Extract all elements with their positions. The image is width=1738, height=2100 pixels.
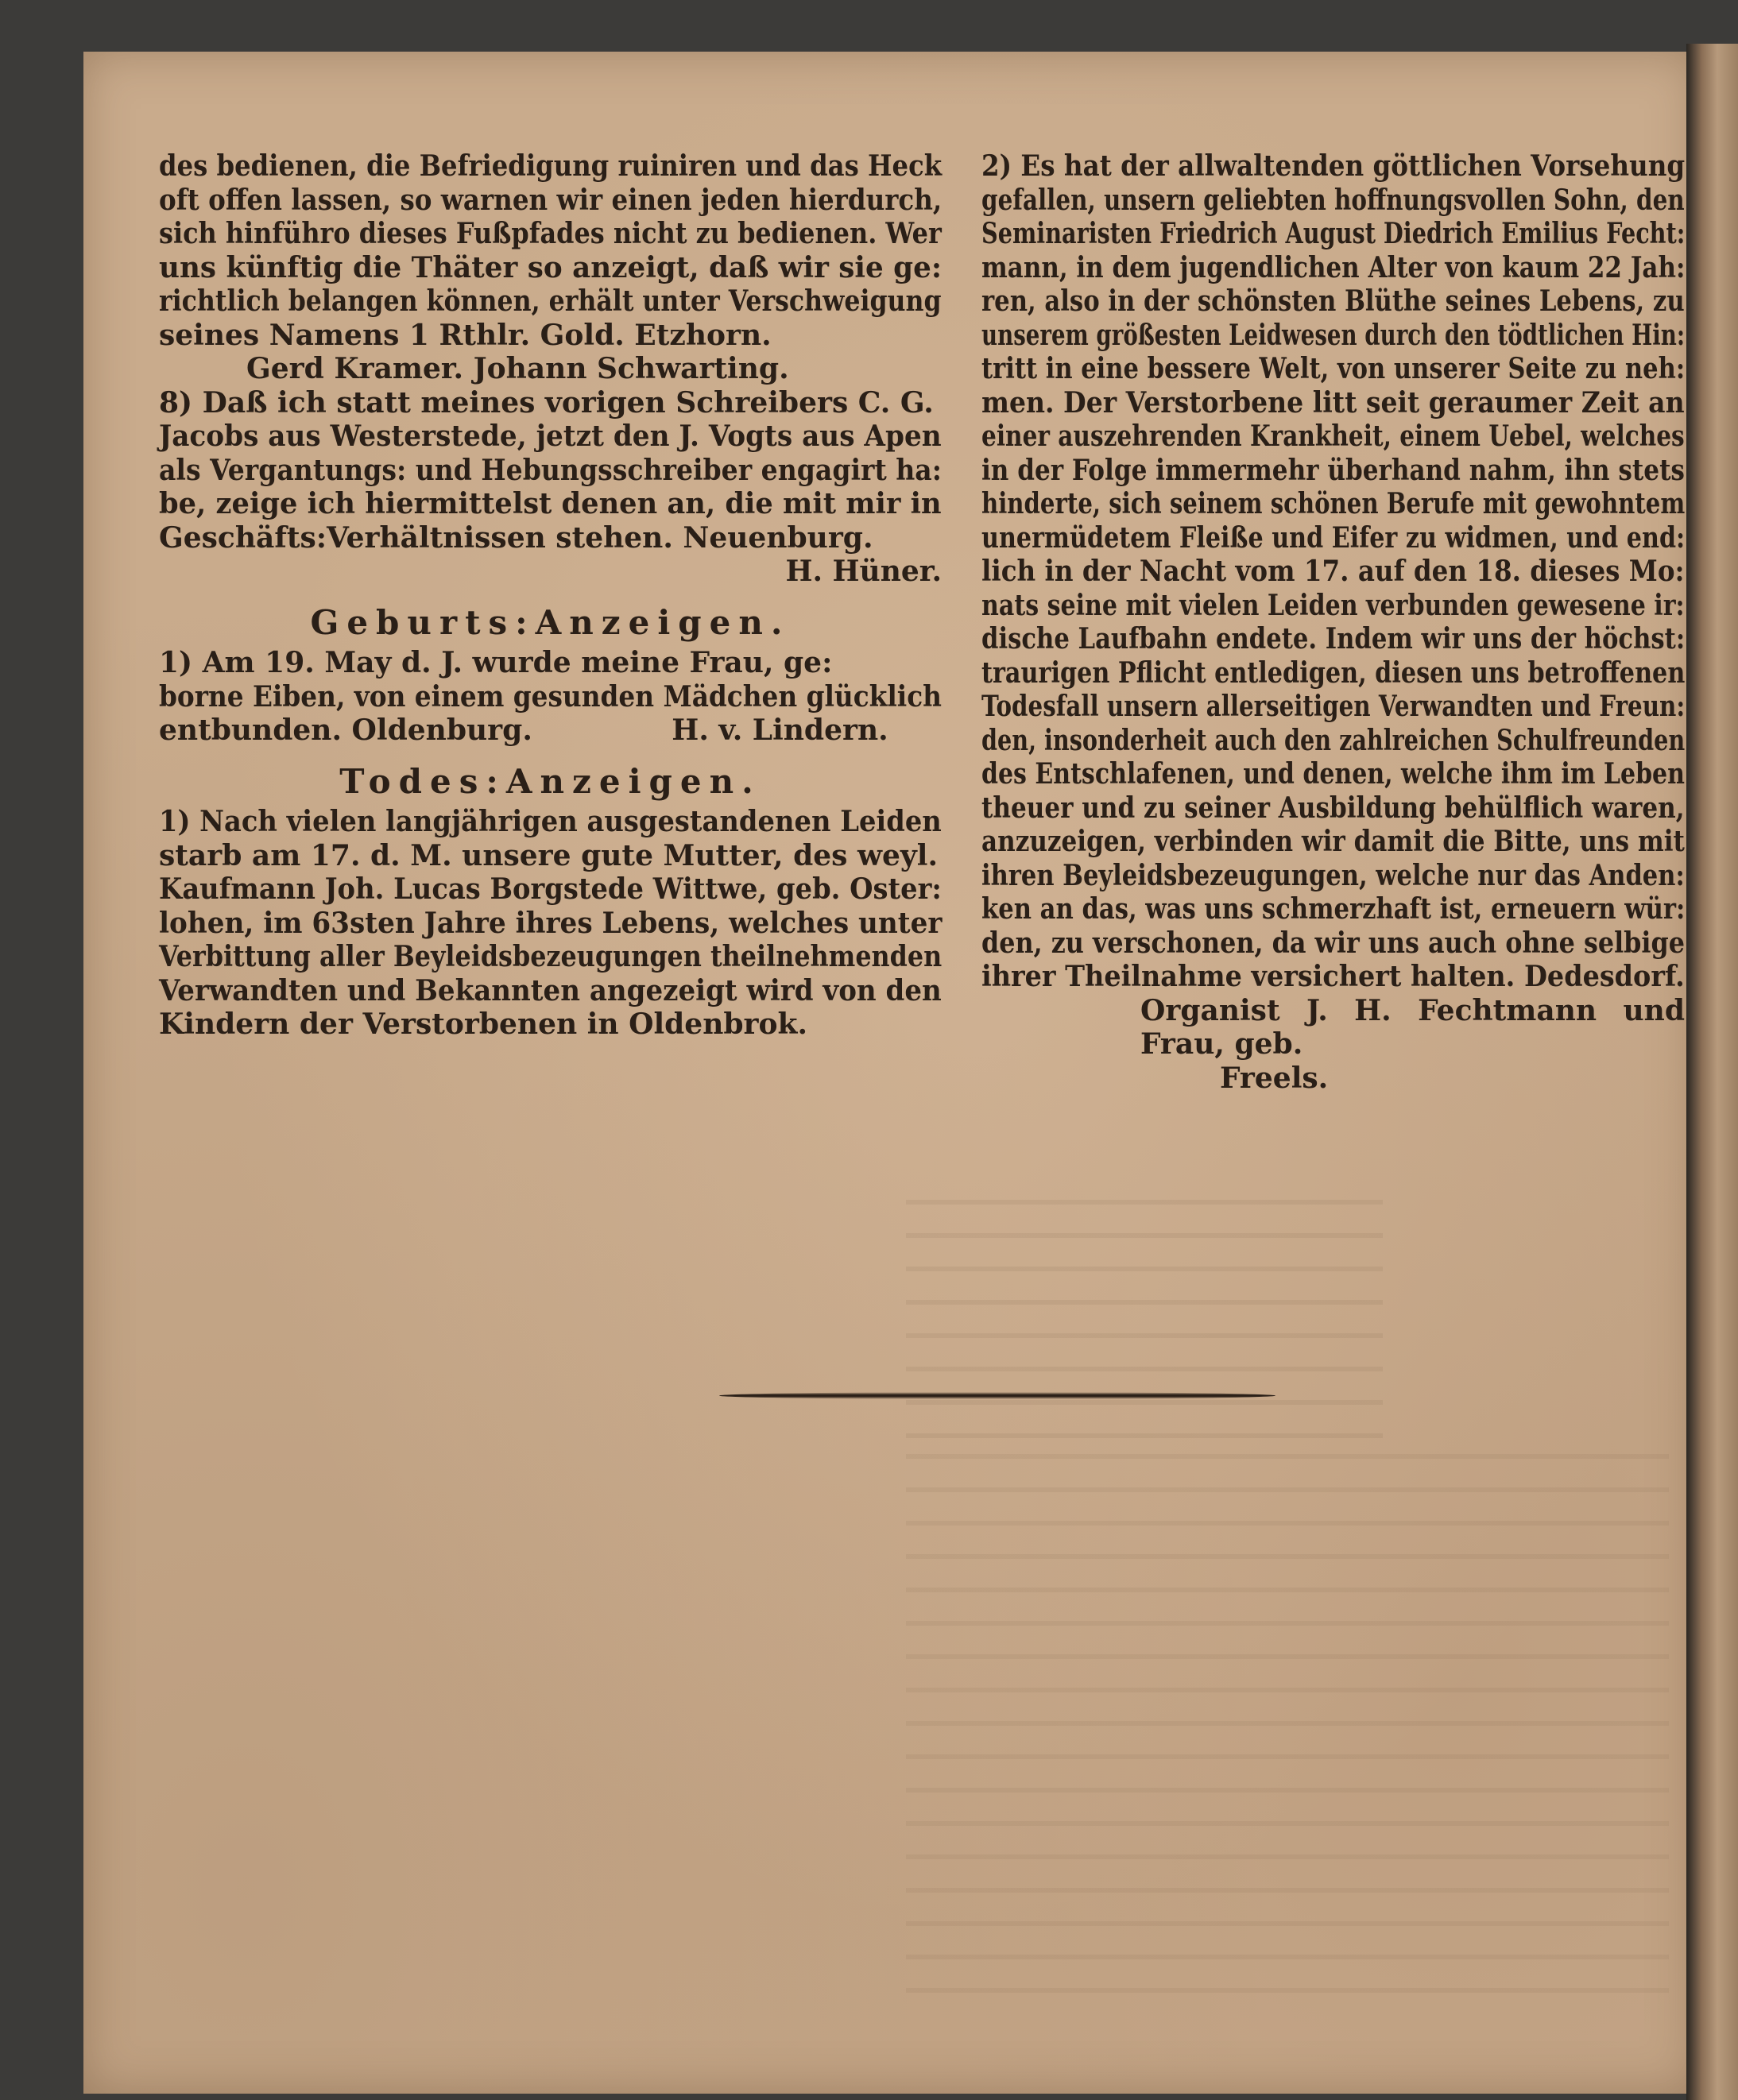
signature-kramer-schwarting: Gerd Kramer. Johann Schwarting. [246,352,789,385]
text-line: lich in der Nacht vom 17. auf den 18. dieses Mo: [981,555,1685,588]
text-line: 1) Am 19. May d. J. wurde meine Frau, ge: [159,646,833,679]
text-line: einer auszehrenden Krankheit, einem Uebel, welches [981,420,1685,453]
text-line: entbunden. Oldenburg. H. v. Lindern. [159,714,888,747]
text-line: Kindern der Verstorbenen in Oldenbrok. [159,1007,807,1041]
text-line: dische Laufbahn endete. Indem wir uns der höchst: [981,622,1686,656]
text-line: Kaufmann Joh. Lucas Borgstede Wittwe, geb. Oster: [159,872,942,906]
left-column [159,149,942,1042]
notice-7-continuation [159,149,942,352]
text-line: in der Folge immermehr überhand nahm, ihn stets [981,453,1685,487]
text-line: ihren Beyleidsbezeugungen, welche nur das Anden: [981,858,1685,892]
heading-birth-notices: Geburts:Anzeigen. [310,602,791,642]
text-line: seines Namens 1 Rthlr. Gold. Etzhorn. [159,318,772,352]
signature-fechtmann: Organist J. H. Fechtmann und Frau, geb. [1140,993,1685,1061]
text-line: den, insonderheit auch den zahlreichen Schulfreunden [981,723,1686,757]
text-line: theuer und zu seiner Ausbildung behülflich waren, [981,791,1685,825]
text-line: 1) Nach vielen langjährigen ausgestandenen Leiden [159,805,942,838]
heading-death-notices: Todes:Anzeigen. [339,761,761,801]
text-line: Seminaristen Friedrich August Diedrich Emilius Fecht: [981,217,1686,250]
text-line: Jacobs aus Westerstede, jetzt den J. Vogts aus Apen [159,420,942,453]
text-line: men. Der Verstorbene litt seit geraumer Zeit an [981,385,1685,420]
show-through-texture-lower [906,1454,1669,2010]
text-line: nats seine mit vielen Leiden verbunden gewesene ir: [981,588,1685,622]
text-line: des Entschlafenen, und denen, welche ihm im Leben [981,757,1685,791]
text-line: Verbittung aller Beyleidsbezeugungen theilnehmenden [159,940,943,973]
signature-fechtmann-cont: Freels. [1220,1061,1329,1095]
end-rule-divider [719,1392,1275,1399]
right-column [981,149,1685,1095]
text-line: ken an das, was uns schmerzhaft ist, erneuern wür: [981,892,1686,926]
show-through-texture [906,1200,1383,1438]
book-gutter [1686,44,1738,2100]
text-line: ihrer Theilnahme versichert halten. Dedesdorf. [981,960,1685,993]
text-line: starb am 17. d. M. unsere gute Mutter, des weyl. [159,838,938,872]
birth-notice-1 [159,646,942,748]
text-line: 2) Es hat der allwaltenden göttlichen Vorsehung [981,149,1686,183]
text-line: tritt in eine bessere Welt, von unserer Seite zu neh: [981,352,1686,385]
text-line: Todesfall unsern allerseitigen Verwandten und Freun: [981,690,1686,723]
text-line: be, zeige ich hiermittelst denen an, die mit mir in [159,487,942,520]
death-notice-2 [981,149,1685,994]
text-line: traurigen Pflicht entledigen, diesen uns betroffenen [981,656,1686,690]
text-line: des bedienen, die Befriedigung ruiniren und das Heck [159,149,943,183]
text-line: unserem größesten Leidwesen durch den tödtlichen Hin: [981,318,1686,352]
text-line: uns künftig die Thäter so anzeigt, daß wir sie ge: [159,250,943,284]
text-line: 8) Daß ich statt meines vorigen Schreibers C. G. [159,385,934,420]
text-line: borne Eiben, von einem gesunden Mädchen glücklich [159,679,942,714]
text-line: mann, in dem jugendlichen Alter von kaum 22 Jah: [981,250,1686,284]
text-line: richtlich belangen können, erhält unter Verschweigung [159,284,942,318]
text-line: ren, also in der schönsten Blüthe seines Lebens, zu [981,284,1685,318]
signature-huner: H. Hüner. [785,555,942,588]
text-line: Geschäfts:Verhältnissen stehen. Neuenburg. [159,520,873,555]
text-line: den, zu verschonen, da wir uns auch ohne selbige [981,926,1685,960]
death-notice-1 [159,805,942,1042]
text-line: Verwandten und Bekannten angezeigt wird von den [159,973,942,1007]
text-line: sich hinführo dieses Fußpfades nicht zu bedienen. Wer [159,217,942,250]
text-line: hinderte, sich seinem schönen Berufe mit gewohntem [981,487,1686,520]
text-line: anzuzeigen, verbinden wir damit die Bitte, uns mit [981,825,1685,858]
text-line: lohen, im 63sten Jahre ihres Lebens, welches unter [159,906,943,940]
text-line: oft offen lassen, so warnen wir einen jeden hierdurch, [159,183,943,217]
text-line: unermüdetem Fleiße und Eifer zu widmen, und end: [981,520,1686,555]
notice-8 [159,386,942,555]
text-line: gefallen, unsern geliebten hoffnungsvollen Sohn, den [981,183,1685,217]
text-line: als Vergantungs: und Hebungsschreiber engagirt ha: [159,453,942,487]
